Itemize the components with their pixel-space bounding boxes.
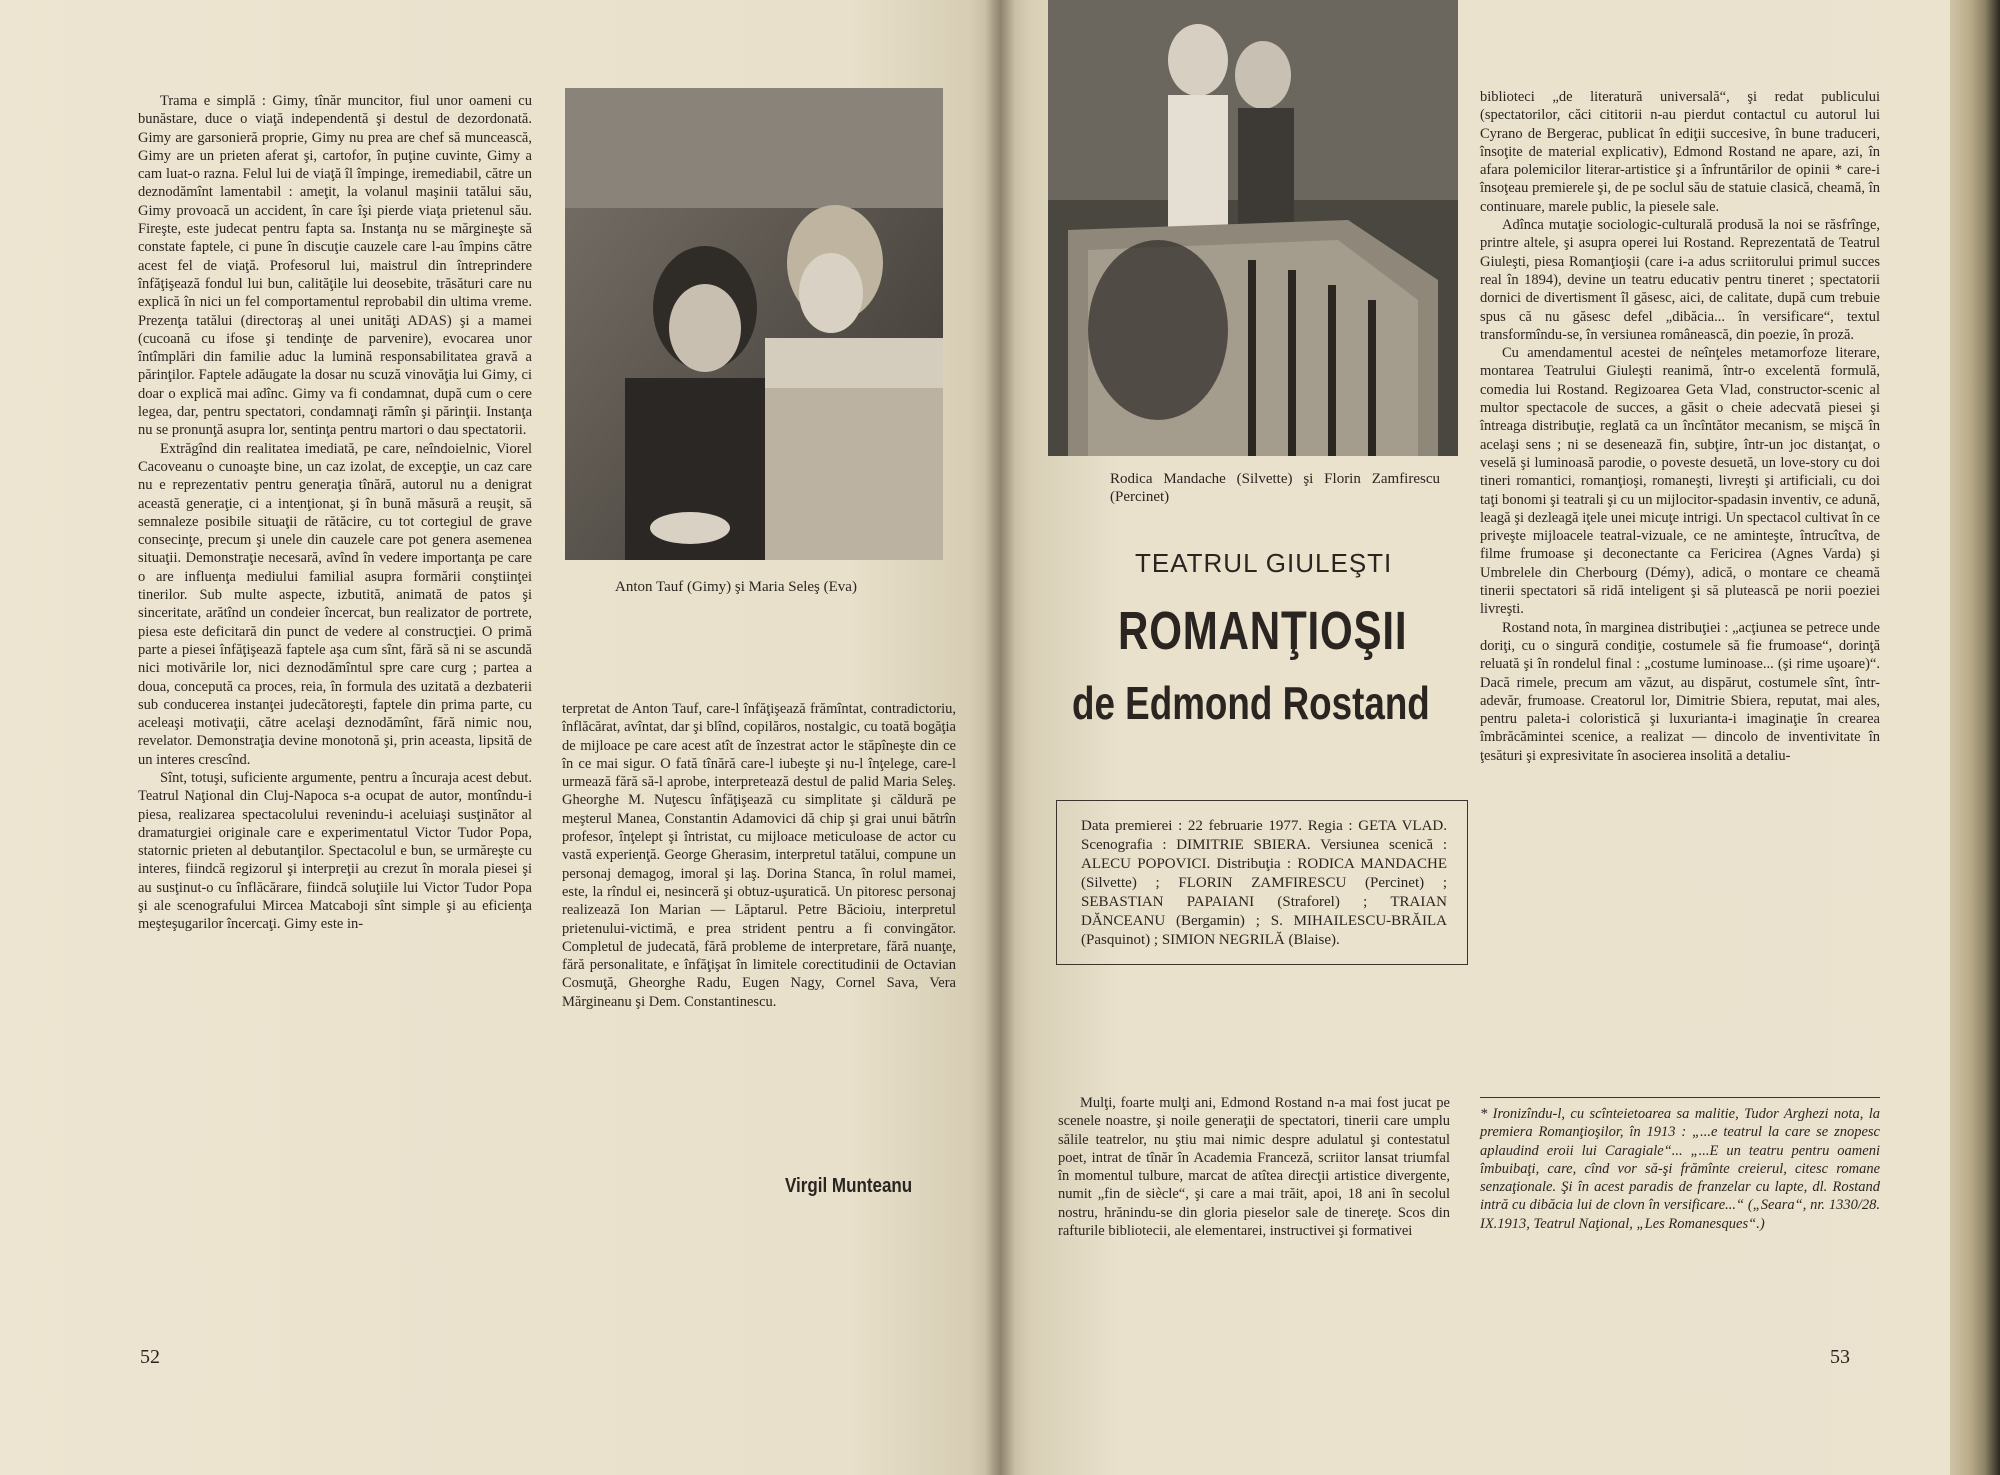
article-signature: Virgil Munteanu <box>785 1175 913 1197</box>
production-credits-box: Data premierei : 22 februarie 1977. Regia : GETA VLAD. Scenografia : DIMITRIE SBIERA. Versiunea scenică : ALECU POPOVICI. Distribuţia : RODICA MANDACHE (Silvette) ; FLORIN ZAMFIRESCU (Percinet) ; SEBASTIAN PAPAIANI (Straforel) ; TRAIAN DĂNCEANU (Bergamin) ; S. MIHAILESCU-BRĂILA (Pasquinot) ; SIMION NEGRILĂ (Blaise). <box>1056 800 1468 965</box>
left-photo-caption: Anton Tauf (Gimy) şi Maria Seleş (Eva) <box>615 579 857 595</box>
book-gutter-shadow <box>985 0 1015 1475</box>
paragraph: Rostand nota, în marginea distribuţiei : „acţiunea se petrece unde doriţi, cu o singură condiţie, costumele să fie frumoase“, dorinţă reluată şi în rondelul final : „costume luminoase... (şi rime uşoare)“. Dacă rimele, precum am văzut, au dispărut, costumele sînt, într-adevăr, frumoase. Creatorul lor, Dimitrie Sbiera, reputat, mai ales, pentru paleta-i coloristică şi luxurianta-i imaginaţie în crearea îmbrăcămintei scenice, a realizat — dincolo de inventivitate în ţesături şi expresivitate în asocierea insolită a detaliu- <box>1480 619 1880 764</box>
right-photo-caption: Rodica Mandache (Silvette) şi Florin Zamfirescu (Percinet) <box>1110 471 1440 505</box>
paragraph: Adînca mutaţie sociologic-culturală produsă la noi se răsfrînge, printre altele, şi asupra operei lui Rostand. Reprezentată de Teatrul Giuleşti, piesa Romanţioşii (care i-a adus scriitorului primul succes real în 1894), devine un teatru educativ pentru tineret ; spectatorii dornici de divertisment îl găsesc, aici, de calitate, după cum trebuie spus că nu găsesc defel „dibăcia... în versificare“, textul transformîndu-se, în versiunea românească, din poezie, în proză. <box>1480 217 1880 343</box>
left-page-number: 52 <box>140 1346 160 1368</box>
footnote-rule <box>1480 1097 1880 1098</box>
paragraph: Trama e simplă : Gimy, tînăr muncitor, fiul unor oameni cu bunăstare, duce o viaţă independentă şi destul de dezordonată. Gimy are garsonieră proprie, Gimy nu prea are chef să muncească, Gimy are un prieten aferat şi, cartofor, în puţine cuvinte, Gimy a cam luat-o razna. Felul lui de viaţă îl împinge, iremediabil, către un deznodămînt lamentabil : ameţit, la volanul maşinii tatălui său, Gimy provoacă un accident, în care îşi pierde viaţa prietenul său. Fireşte, este judecat pentru fapta sa. Instanţa nu se mărgineşte să constate faptele, ci pune în discuţie cauzele care l-au împins către acest fel de viaţă. Profesorul lui, maistrul din întreprindere înfăţişează fondul lui bun, calităţile lui deosebite, trăsături care nu explică în nici un fel comportamentul reprobabil din ultima vreme. Prezenţa tatălui (directoraş al unei unităţi ADAS) şi a mamei (cucoană cu ifose şi tendinţe de parvenire), evocarea unor întîmplări din familie aduc la lumină responsabilitatea gravă a părinţilor. Faptele adăugate la dosar nu scuză vinovăţia lui Gimy, ci doar o explică mai adînc. Gimy va fi condamnat, după cum o cere legea, dar, pentru spectatori, condamnaţi rămîn şi părinţii. Instanţa nu se pronunţă asupra lor, sentinţa pentru martori o dau spectatorii. <box>138 93 532 439</box>
stage-photo-balcony <box>1048 0 1458 456</box>
stage-photo-illustration <box>565 88 943 560</box>
play-author: de Edmond Rostand <box>1072 677 1430 729</box>
photo-anton-tauf-maria-seles <box>565 88 943 560</box>
play-title: ROMANŢIOŞII <box>1118 601 1408 661</box>
right-article-column-2 <box>1480 88 1880 765</box>
page-edge-stack <box>1950 0 2000 1475</box>
left-article-column-2 <box>562 700 956 1011</box>
footnote: * Ironizîndu-l, cu scînteietoarea sa malitie, Tudor Arghezi nota, la premiera Romanţioşilor, în 1913 : „...e teatrul la care se znopesc aplaudind eroii lui Caragiale“... „...E un teatru pentru oameni îmbuibaţi, care, cînd vor să-şi frămînte creierul, citesc romane senzaţionale. Şi în acest paradis de franzelar cu lapte, dl. Rostand intră cu dibăcia lui de clovn în versificare...“ („Seara“, nr. 1330/28. IX.1913, Teatrul Naţional, „Les Romanesques“.) <box>1480 1106 1880 1232</box>
right-article-column-1 <box>1058 1094 1450 1240</box>
right-page-number: 53 <box>1830 1346 1850 1368</box>
paragraph: Sînt, totuşi, suficiente argumente, pentru a încuraja acest debut. Teatrul Naţional din Cluj-Napoca s-a ocupat de autor, montîndu-i piesa, realizarea spectacolului revenindu-i aceluiaşi susţinător al dramaturgiei originale care e experimentatul Victor Tudor Popa, statornic prieten al debutanţilor. Spectacolul e bun, se urmăreşte cu interes, fiindcă regizorul şi interpreţii au crezut în morala piesei şi au susţinut-o cu înflăcărare, fiindcă soluţiile lui Victor Tudor Popa şi ale scenografului Mircea Matcaboji sînt simple şi au eficienţa meşteşugarilor încercaţi. Gimy este in- <box>138 769 532 933</box>
left-article-column-1 <box>138 92 532 934</box>
photo-rodica-mandache-florin-zamfirescu <box>1048 0 1458 456</box>
paragraph: biblioteci „de literatură universală“, şi redat publicului (spectatorilor, căci cititorii n-au pierdut contactul cu autorul lui Cyrano de Bergerac, publicat în ediţii succesive, în bune traduceri, însoţite de material explicativ), Edmond Rostand ne apare, azi, în afara polemicilor literar-artistice şi a înfruntărilor de opinii * care-i însoţeau premierele şi, de pe soclul său de statuie clasică, cheamă, în continuare, marele public, la piesele sale. <box>1480 89 1880 215</box>
paragraph: terpretat de Anton Tauf, care-l înfăţişează frămîntat, contradictoriu, înflăcărat, avîntat, dar şi blînd, copilăros, nostalgic, cu toată bogăţia de mijloace pe care acest atît de înzestrat actor le stăpîneşte din ce în ce mai sigur. O fată tînără care-l iubeşte şi nu-l înţelege, care-l urmează fără să-l aprobe, interpretează destul de palid Maria Seleş. Gheorghe M. Nuţescu înfăţişează cu simplitate şi căldură pe meşterul Manea, Constantin Adamovici dă chip şi grai unui bătrîn profesor, înţelept şi întristat, cu mijloace meticuloase de actor cu vastă experienţă. George Gherasim, interpretul tatălui, compune un personaj demagog, imoral şi laş. Dorina Stanca, în rolul mamei, este, la rîndul ei, nesinceră şi obtuz-uşuratică. Un pitoresc personaj realizează Ion Marian — Lăptarul. Petre Băcioiu, interpretul prietenului-victimă, e prea strident pentru a fi convingător. Completul de judecată, fără probleme de interpretare, fără nuanţe, fără personalitate, e înfăţişat în limitele corectitudinii de Octavian Cosmuţă, Gheorghe Radu, Eugen Nagy, Cornel Sava, Vera Mărgineanu şi Dem. Constantinescu. <box>562 701 956 1010</box>
paragraph: Cu amendamentul acestei de neînţeles metamorfoze literare, montarea Teatrului Giuleşti reanimă, într-o excelentă formulă, comedia lui Rostand. Regizoarea Geta Vlad, constructor-scenic al multor spectacole de succes, a găsit o cheie adecvată piesei şi întreaga distribuţie, reglată ca un încîntător mecanism, se mişcă în acelaşi sens ; ni se desenează fin, subţire, într-un joc distanţat, o veselă şi luminoasă parodie, o poveste desuetă, un love-story cu doi tineri romantici, romanţioşi, romaneşti, livreşti şi artificiali, cu doi taţi bonomi şi teatrali şi cu un mijlocitor-spadasin inventiv, ce adună, leagă şi dezleagă iţele unei micuţe intrigi. Un spectacol cultivat în ce priveşte mijloacele teatral-vizuale, ce ne aminteşte, întrucîtva, de filme frumoase şi deconectante ca Fericirea (Agnes Varda) şi Umbrelele din Cherbourg (Démy), adică, o montare ce cheamă tinerii spectatori să ridă inteligent şi să plutească pe norii poeziei livreşti. <box>1480 345 1880 618</box>
right-page <box>1000 0 2000 1475</box>
theatre-name: TEATRUL GIULEŞTI <box>1135 548 1393 578</box>
paragraph: Extrăgînd din realitatea imediată, pe care, neîndoielnic, Viorel Cacoveanu o cunoaşte bine, un caz izolat, de excepţie, un caz care nu e reprezentativ pentru generaţia tînără, autorul nu a denigrat această generaţie, ci a intenţionat, şi în bună măsură a reuşit, să semnaleze posibile situaţii de rătăcire, cu tot cortegiul de grave consecinţe, precum şi unele din cauzele care pot genera asemenea situaţii. Demonstraţie necesară, avînd în vedere importanţa pe care o are influenţa mediului familial asupra formării conştiinţei tinerilor. Sub multe aspecte, izbutită, animată de patos şi sinceritate, arătînd un condeier încercat, bun realizator de portrete, piesa este deficitară din punct de vedere al construcţiei. O primă parte a piesei înfăţişează faptele aşa cum sînt, fără să ni se ascundă nici motivările lor, nici deznodămîntul spre care curg ; partea a doua, concepută ca proces, reia, în formula des uzitată a dezbaterii sub conducerea instanţei judecătoreşti, faptele din prima parte, cu aceleaşi motivaţii, către acelaşi deznodămînt, fără nimic nou, revelator. Demonstraţia devine monotonă şi, prin aceasta, lipsită de un interes crescînd. <box>138 440 532 768</box>
paragraph: Mulţi, foarte mulţi ani, Edmond Rostand n-a mai fost jucat pe scenele noastre, şi noile generaţii de spectatori, tinerii care umplu sălile teatrelor, nu ştiu mai nimic despre adulatul şi contestatul poet, intrat de tînăr în Academia Franceză, scriitor lansat triumfal în momentul tulbure, marcat de atîtea direcţii artistice divergente, numit „fin de siècle“, şi care a mai trăit, apoi, 18 ani în secolul nostru, hrănindu-se din gloria pieselor sale de tinereţe. Scos din rafturile bibliotecii, ale elementarei, instructivei şi formativei <box>1058 1095 1450 1240</box>
